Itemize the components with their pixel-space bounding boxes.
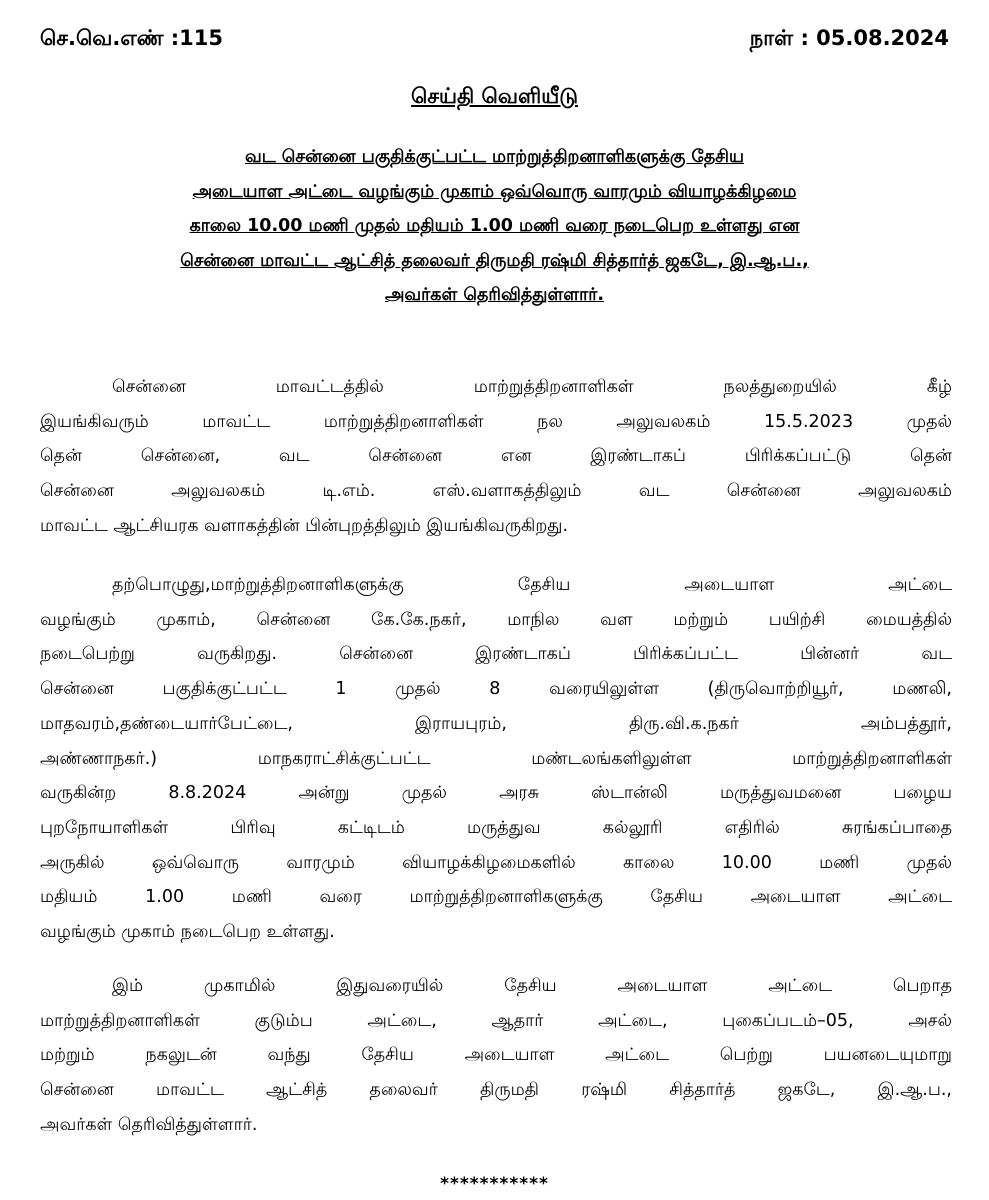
headline-line bbox=[40, 244, 949, 279]
headline-text: வட சென்னை பகுதிக்குட்பட்ட மாற்றுத்திறனாளிகளுக்கு தேசிய bbox=[245, 147, 744, 167]
paragraph-line: புறநோயாளிகள் பிரிவு கட்டிடம் மருத்துவ கல்லூரி எதிரில் சுரங்கப்பாதை bbox=[40, 817, 952, 838]
headline-text: காலை 10.00 மணி முதல் மதியம் 1.00 மணி வரை நடைபெற உள்ளது என bbox=[189, 216, 800, 236]
paragraph-line: இம் முகாமில் இதுவரையில் தேசிய அடையாள அட்டை பெறாத bbox=[112, 976, 952, 996]
paragraph-line: அவர்கள் தெரிவித்துள்ளார். bbox=[40, 1114, 258, 1135]
paragraph-line: சென்னை அலுவலகம் டி.எம். எஸ்.வளாகத்திலும் வட சென்னை அலுவலகம் bbox=[40, 481, 952, 502]
document-title: செய்தி வெளியீடு bbox=[411, 84, 578, 108]
headline-line bbox=[40, 209, 949, 244]
headline-line bbox=[40, 175, 949, 210]
paragraph-line: இயங்கிவரும் மாவட்ட மாற்றுத்திறனாளிகள் நல அலுவலகம் 15.5.2023 முதல் bbox=[40, 411, 952, 432]
paragraph-line: சென்னை மாவட்ட ஆட்சித் தலைவர் திருமதி ரஷ்மி சித்தார்த் ஜகடே, இ.ஆ.ப., bbox=[40, 1080, 952, 1101]
header-row bbox=[40, 26, 949, 60]
headline-text: சென்னை மாவட்ட ஆட்சித் தலைவர் திருமதி ரஷ்மி சித்தார்த் ஜகடே, இ.ஆ.ப., bbox=[180, 250, 809, 271]
paragraph-line: தற்பொழுது,மாற்றுத்திறனாளிகளுக்கு தேசிய அடையாள அட்டை bbox=[112, 575, 952, 595]
paragraph-documents-required bbox=[40, 969, 952, 1143]
paragraph-line: சென்னை மாவட்டத்தில் மாற்றுத்திறனாளிகள் நலத்துறையில் கீழ் bbox=[112, 377, 952, 397]
paragraph-line: வழங்கும் முகாம் நடைபெற உள்ளது. bbox=[40, 922, 335, 943]
headline-text: அடையாள அட்டை வழங்கும் முகாம் ஒவ்வொரு வாரமும் வியாழக்கிழமை bbox=[192, 181, 797, 202]
paragraph-line: அருகில் ஒவ்வொரு வாரமும் வியாழக்கிழமைகளில் காலை 10.00 மணி முதல் bbox=[40, 852, 952, 873]
paragraph-line: வருகின்ற 8.8.2024 அன்று முதல் அரசு ஸ்டான்லி மருத்துவமனை பழைய bbox=[40, 783, 952, 804]
paragraph-offices bbox=[40, 370, 952, 544]
paragraph-line: சென்னை பகுதிக்குட்பட்ட 1 முதல் 8 வரையிலுள்ள (திருவொற்றியூர், மணலி, bbox=[40, 679, 952, 700]
paragraph-line: மாற்றுத்திறனாளிகள் குடும்ப அட்டை, ஆதார் அட்டை, புகைப்படம்–05, அசல் bbox=[40, 1010, 952, 1031]
end-of-release-mark: *********** bbox=[440, 1174, 549, 1194]
headline-text: அவர்கள் தெரிவித்துள்ளார். bbox=[384, 285, 605, 305]
reference-number: செ.வெ.எண் :115 bbox=[40, 26, 224, 50]
headline bbox=[40, 140, 949, 313]
paragraph-line: மற்றும் நகலுடன் வந்து தேசிய அடையாள அட்டை பெற்று பயனடையுமாறு bbox=[40, 1045, 952, 1066]
paragraph-line: மாதவரம்,தண்டையார்பேட்டை, இராயபுரம், திரு.வி.க.நகர் அம்பத்தூர், bbox=[40, 713, 952, 734]
paragraph-line: மதியம் 1.00 மணி வரை மாற்றுத்திறனாளிகளுக்கு தேசிய அடையாள அட்டை bbox=[40, 887, 952, 908]
paragraph-line: வழங்கும் முகாம், சென்னை கே.கே.நகர், மாநில வள மற்றும் பயிற்சி மையத்தில் bbox=[40, 609, 952, 630]
headline-line bbox=[40, 278, 949, 313]
paragraph-line: நடைபெற்று வருகிறது. சென்னை இரண்டாகப் பிரிக்கப்பட்ட பின்னர் வட bbox=[40, 644, 952, 665]
paragraph-line: அண்ணாநகர்.) மாநகராட்சிக்குட்பட்ட மண்டலங்களிலுள்ள மாற்றுத்திறனாளிகள் bbox=[40, 748, 952, 769]
headline-line bbox=[40, 140, 949, 175]
paragraph-camp-details bbox=[40, 568, 952, 950]
paragraph-line: தென் சென்னை, வட சென்னை என இரண்டாகப் பிரிக்கப்பட்டு தென் bbox=[40, 446, 952, 467]
release-date: நாள் : 05.08.2024 bbox=[749, 26, 949, 50]
paragraph-line: மாவட்ட ஆட்சியரக வளாகத்தின் பின்புறத்திலும் இயங்கிவருகிறது. bbox=[40, 515, 569, 536]
